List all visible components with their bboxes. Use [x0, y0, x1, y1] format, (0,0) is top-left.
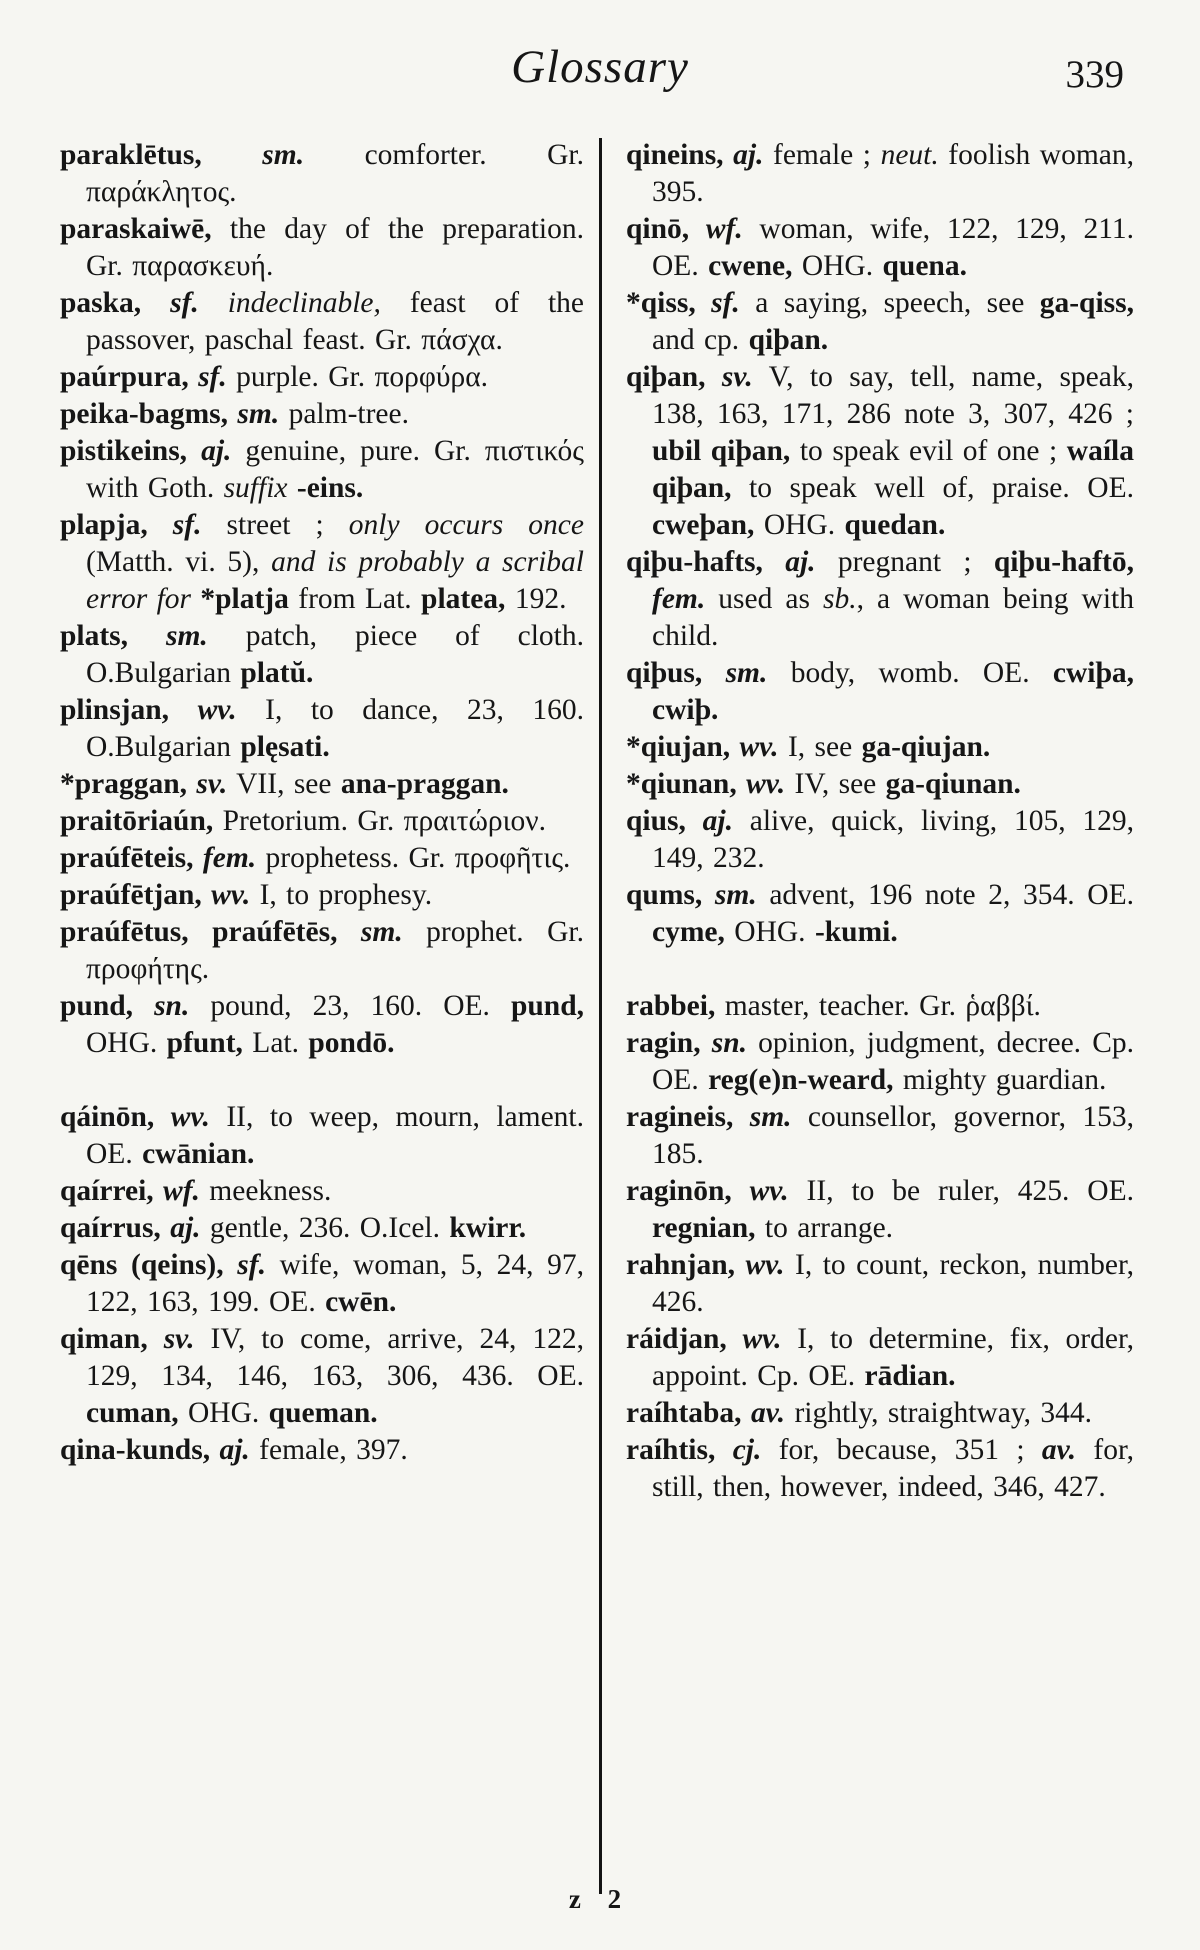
entry-headword: peika-bagms, — [60, 398, 238, 430]
entry-text: wife, woman, 5, 24, 97, 122, 163, 199. OE. — [86, 1249, 584, 1318]
entry-text: plęsati. — [240, 731, 330, 763]
glossary-entry — [60, 1321, 584, 1432]
entry-headword: qaírrei, — [60, 1175, 164, 1207]
entry-headword: qums, — [626, 879, 715, 911]
entry-text: wv. — [211, 879, 251, 911]
entry-text: VII, see — [227, 768, 341, 800]
entry-headword: qiþan, — [626, 361, 722, 393]
glossary-entry — [60, 137, 584, 211]
entry-text: wv. — [746, 768, 786, 800]
entry-text: wv. — [197, 694, 237, 726]
entry-headword: qiman, — [60, 1323, 164, 1355]
entry-text: quedan. — [844, 509, 946, 541]
glossary-entry — [60, 840, 584, 877]
entry-headword: qaírrus, — [60, 1212, 171, 1244]
entry-text: ana-praggan. — [340, 768, 509, 800]
entry-text: platŭ. — [240, 657, 314, 689]
entry-text: cwānian. — [142, 1138, 255, 1170]
entry-text: advent, 196 note 2, 354. OE. — [756, 879, 1135, 911]
page-number: 339 — [1065, 53, 1124, 96]
glossary-entry — [626, 803, 1134, 877]
entry-headword: praúfētus, praúfētēs, — [60, 916, 361, 948]
entry-headword: plapja, — [60, 509, 173, 541]
entry-text: pfunt, — [166, 1027, 243, 1059]
entry-text: queman. — [268, 1397, 378, 1429]
entry-text: suffix — [223, 472, 288, 504]
glossary-entry — [626, 1173, 1134, 1247]
entry-text: -eins. — [296, 472, 364, 504]
entry-text: palm-tree. — [279, 398, 409, 430]
entry-headword: qēns (qeins), — [60, 1249, 238, 1281]
entry-text: gentle, 236. O.Icel. — [200, 1212, 450, 1244]
entry-text: alive, quick, living, 105, 129, 149, 232. — [652, 805, 1134, 874]
entry-text: IV, to come, arrive, 24, 122, 129, 134, 146, 163, 306, 436. OE. — [86, 1323, 585, 1392]
glossary-entry — [60, 1173, 584, 1210]
entry-text: from Lat. — [288, 583, 422, 615]
entry-text: sn. — [154, 990, 190, 1022]
entry-text: aj. — [170, 1212, 201, 1244]
entry-text: the day of the preparation. Gr. παρασκευή. — [86, 213, 584, 282]
entry-text: master, teacher. Gr. ῥαββί. — [724, 990, 1041, 1022]
entry-text: qiþu-haftō, — [993, 546, 1134, 578]
glossary-entry — [626, 1395, 1134, 1432]
glossary-entry — [60, 396, 584, 433]
entry-text: for, because, 351 ; — [761, 1434, 1042, 1466]
entry-text: street ; — [201, 509, 349, 541]
entry-text: OHG. — [754, 509, 845, 541]
entry-text: IV, see — [785, 768, 886, 800]
entry-text: cwēn. — [325, 1286, 397, 1318]
entry-text: pund, — [510, 990, 584, 1022]
entry-text: aj. — [733, 139, 764, 171]
entry-headword: plinsjan, — [60, 694, 198, 726]
entry-headword: paraskaiwē, — [60, 213, 230, 245]
entry-headword: praúfētjan, — [60, 879, 212, 911]
entry-text: kwirr. — [449, 1212, 527, 1244]
glossary-entry — [60, 803, 584, 840]
entry-text: prophetess. Gr. προφῆτις. — [256, 842, 571, 874]
entry-text: female, 397. — [249, 1434, 408, 1466]
entry-text: wv. — [742, 1323, 782, 1355]
entry-headword: pund, — [60, 990, 155, 1022]
entry-text: OHG. — [724, 916, 815, 948]
entry-text: cweþan, — [652, 509, 755, 541]
left-column — [60, 137, 584, 1469]
entry-text: *platja — [200, 583, 289, 615]
entry-headword: qina-kunds, — [60, 1434, 220, 1466]
entry-headword: qinō, — [626, 213, 706, 245]
glossary-entry — [60, 618, 584, 692]
entry-text: sf. — [172, 509, 202, 541]
entry-text: ga-qiujan. — [861, 731, 991, 763]
entry-text: cuman, — [86, 1397, 179, 1429]
entry-text: feast of the passover, paschal feast. Gr. πάσχα. — [86, 287, 584, 356]
entry-text: sm. — [749, 1101, 792, 1133]
entry-text: rightly, straightway, 344. — [785, 1397, 1093, 1429]
entry-text: sm. — [714, 879, 757, 911]
entry-headword: rabbei, — [626, 990, 725, 1022]
entry-text: prophet. Gr. προφήτης. — [86, 916, 584, 985]
entry-text: aj. — [219, 1434, 250, 1466]
entry-text: pound, 23, 160. OE. — [189, 990, 511, 1022]
glossary-entry — [626, 988, 1134, 1025]
entry-text: sv. — [721, 361, 753, 393]
entry-text: purple. Gr. πορφύρα. — [226, 361, 489, 393]
entry-text: rādian. — [864, 1360, 956, 1392]
entry-text: and cp. — [652, 324, 749, 356]
glossary-entry — [626, 1247, 1134, 1321]
glossary-entry — [60, 692, 584, 766]
entry-headword: qineins, — [626, 139, 734, 171]
entry-text: to arrange. — [755, 1212, 894, 1244]
entry-headword: qáinōn, — [60, 1101, 171, 1133]
entry-text: 192. — [505, 583, 567, 615]
entry-text: wv. — [170, 1101, 210, 1133]
entry-text: sn. — [711, 1027, 747, 1059]
entry-headword: ragineis, — [626, 1101, 750, 1133]
glossary-entry — [626, 1025, 1134, 1099]
glossary-entry — [60, 877, 584, 914]
glossary-entry — [626, 655, 1134, 729]
glossary-entry — [626, 285, 1134, 359]
entry-headword: qiþus, — [626, 657, 726, 689]
entry-text: to speak well of, praise. OE. — [731, 472, 1134, 504]
glossary-entry — [626, 877, 1134, 951]
entry-text: cwene, — [708, 250, 793, 282]
entry-text: V, to say, tell, name, speak, 138, 163, 171, 286 note 3, 307, 426 ; — [652, 361, 1134, 430]
entry-text: wv. — [739, 731, 779, 763]
glossary-entry — [626, 211, 1134, 285]
entry-headword: qiþu-hafts, — [626, 546, 786, 578]
entry-text: OHG. — [86, 1027, 167, 1059]
entry-headword: raíhtaba, — [626, 1397, 751, 1429]
entry-text: neut. — [880, 139, 939, 171]
glossary-entry — [626, 137, 1134, 211]
entry-text: a saying, speech, see — [739, 287, 1040, 319]
entry-text: sv. — [196, 768, 228, 800]
entry-text — [191, 583, 200, 615]
entry-text: only occurs once — [348, 509, 584, 541]
entry-text: av. — [750, 1397, 786, 1429]
glossary-entry — [60, 1247, 584, 1321]
entry-text: woman, wife, 122, 129, 211. OE. — [652, 213, 1134, 282]
entry-headword: praúfēteis, — [60, 842, 203, 874]
entry-text: I, to dance, 23, 160. O.Bulgarian — [86, 694, 584, 763]
entry-headword: *qiss, — [626, 287, 712, 319]
entry-text: meekness. — [199, 1175, 332, 1207]
entry-text: foolish woman, 395. — [652, 139, 1135, 208]
entry-text: II, to weep, mourn, lament. OE. — [86, 1101, 584, 1170]
entry-text: to speak evil of one ; — [790, 435, 1067, 467]
glossary-entry — [626, 729, 1134, 766]
entry-text: sf. — [170, 287, 228, 319]
entry-text: -kumi. — [814, 916, 898, 948]
entry-text: sm. — [262, 139, 305, 171]
entry-text: cj. — [732, 1434, 762, 1466]
entry-text: reg(e)n-weard, — [708, 1064, 894, 1096]
entry-text: patch, piece of cloth. O.Bulgarian — [86, 620, 584, 689]
page-title: Glossary — [511, 41, 689, 93]
glossary-entry — [60, 914, 584, 988]
entry-text: and is probably a scribal error for — [86, 546, 584, 615]
entry-text: used as — [705, 583, 823, 615]
entry-headword: paraklētus, — [60, 139, 263, 171]
entry-text: aj. — [702, 805, 733, 837]
glossary-entry — [626, 766, 1134, 803]
entry-text: sm. — [725, 657, 768, 689]
entry-text: sf. — [198, 361, 227, 393]
signature-mark: z 2 — [568, 1884, 632, 1914]
entry-text — [288, 472, 297, 504]
entry-text: (Matth. vi. 5), — [86, 546, 272, 578]
entry-text: av. — [1041, 1434, 1077, 1466]
entry-headword: qius, — [626, 805, 703, 837]
glossary-entry — [60, 359, 584, 396]
entry-headword: *praggan, — [60, 768, 197, 800]
entry-headword: *qiunan, — [626, 768, 747, 800]
entry-text: for, still, then, however, indeed, 346, 427. — [652, 1434, 1134, 1503]
glossary-entry — [60, 1210, 584, 1247]
glossary-entry — [60, 507, 584, 618]
entry-headword: ráidjan, — [626, 1323, 743, 1355]
entry-text: aj. — [201, 435, 232, 467]
entry-text: counsellor, governor, 153, 185. — [652, 1101, 1135, 1170]
entry-text: wf. — [705, 213, 743, 245]
entry-text: cwiþa, cwiþ. — [652, 657, 1134, 726]
entry-text: body, womb. OE. — [767, 657, 1053, 689]
entry-text: I, to prophesy. — [250, 879, 433, 911]
glossary-entry — [60, 988, 584, 1062]
entry-text: Lat. — [242, 1027, 309, 1059]
entry-headword: paska, — [60, 287, 171, 319]
entry-text: opinion, judgment, decree. Cp. OE. — [652, 1027, 1134, 1096]
entry-text: fem. — [202, 842, 257, 874]
entry-text: II, to be ruler, 425. OE. — [788, 1175, 1134, 1207]
entry-headword: pistikeins, — [60, 435, 202, 467]
entry-text: sm. — [360, 916, 403, 948]
entry-text: aj. — [785, 546, 816, 578]
entry-text: sm. — [237, 398, 280, 430]
glossary-entry — [626, 1099, 1134, 1173]
entry-text: pregnant ; — [815, 546, 994, 578]
entry-text: sv. — [163, 1323, 195, 1355]
entry-headword: paúrpura, — [60, 361, 199, 393]
glossary-entry — [60, 433, 584, 507]
glossary-entry — [60, 1099, 584, 1173]
entry-text: I, to count, reckon, number, 426. — [652, 1249, 1134, 1318]
entry-text: mighty guardian. — [893, 1064, 1107, 1096]
entry-text: wv. — [749, 1175, 789, 1207]
entry-text: waíla qiþan, — [652, 435, 1134, 504]
entry-text: ga-qiunan. — [885, 768, 1021, 800]
entry-headword: raginōn, — [626, 1175, 750, 1207]
entry-text: Pretorium. Gr. πραιτώριον. — [222, 805, 547, 837]
entry-text: OHG. — [792, 250, 883, 282]
entry-text: sm. — [165, 620, 208, 652]
entry-headword: praitōriaún, — [60, 805, 223, 837]
entry-headword: *qiujan, — [626, 731, 740, 763]
entry-text: quena. — [882, 250, 967, 282]
entry-text: I, see — [778, 731, 862, 763]
entry-headword: plats, — [60, 620, 166, 652]
entry-text: regnian, — [652, 1212, 756, 1244]
entry-text: female ; — [763, 139, 881, 171]
entry-text: I, to determine, fix, order, appoint. Cp. OE. — [652, 1323, 1134, 1392]
glossary-entry — [626, 1432, 1134, 1506]
glossary-entry — [60, 1432, 584, 1469]
entry-text: wf. — [163, 1175, 200, 1207]
entry-text: OHG. — [178, 1397, 269, 1429]
entry-text: comforter. Gr. παράκλητος. — [86, 139, 584, 208]
entry-text: sb. — [822, 583, 857, 615]
entry-text: fem. — [652, 583, 706, 615]
entry-text: , a woman being with child. — [652, 583, 1134, 652]
entry-text: pondō. — [308, 1027, 395, 1059]
glossary-entry — [60, 766, 584, 803]
glossary-entry — [60, 211, 584, 285]
entry-text: sf. — [237, 1249, 266, 1281]
entry-text: ubil qiþan, — [652, 435, 791, 467]
column-divider-rule — [599, 138, 602, 1894]
glossary-entry — [626, 544, 1134, 655]
entry-text: sf. — [711, 287, 740, 319]
glossary-entry — [60, 285, 584, 359]
entry-headword: ragin, — [626, 1027, 712, 1059]
glossary-entry — [626, 1321, 1134, 1395]
entry-text: platea, — [421, 583, 506, 615]
entry-text: genuine, pure. Gr. πιστικός with Goth. — [86, 435, 584, 504]
entry-text: wv. — [745, 1249, 785, 1281]
entry-headword: rahnjan, — [626, 1249, 746, 1281]
entry-text: indeclinable, — [227, 287, 381, 319]
entry-text: qiþan. — [748, 324, 829, 356]
glossary-entry — [626, 359, 1134, 544]
right-column — [626, 137, 1134, 1506]
entry-text: ga-qiss, — [1039, 287, 1134, 319]
entry-text: cyme, — [652, 916, 725, 948]
entry-headword: raíhtis, — [626, 1434, 733, 1466]
